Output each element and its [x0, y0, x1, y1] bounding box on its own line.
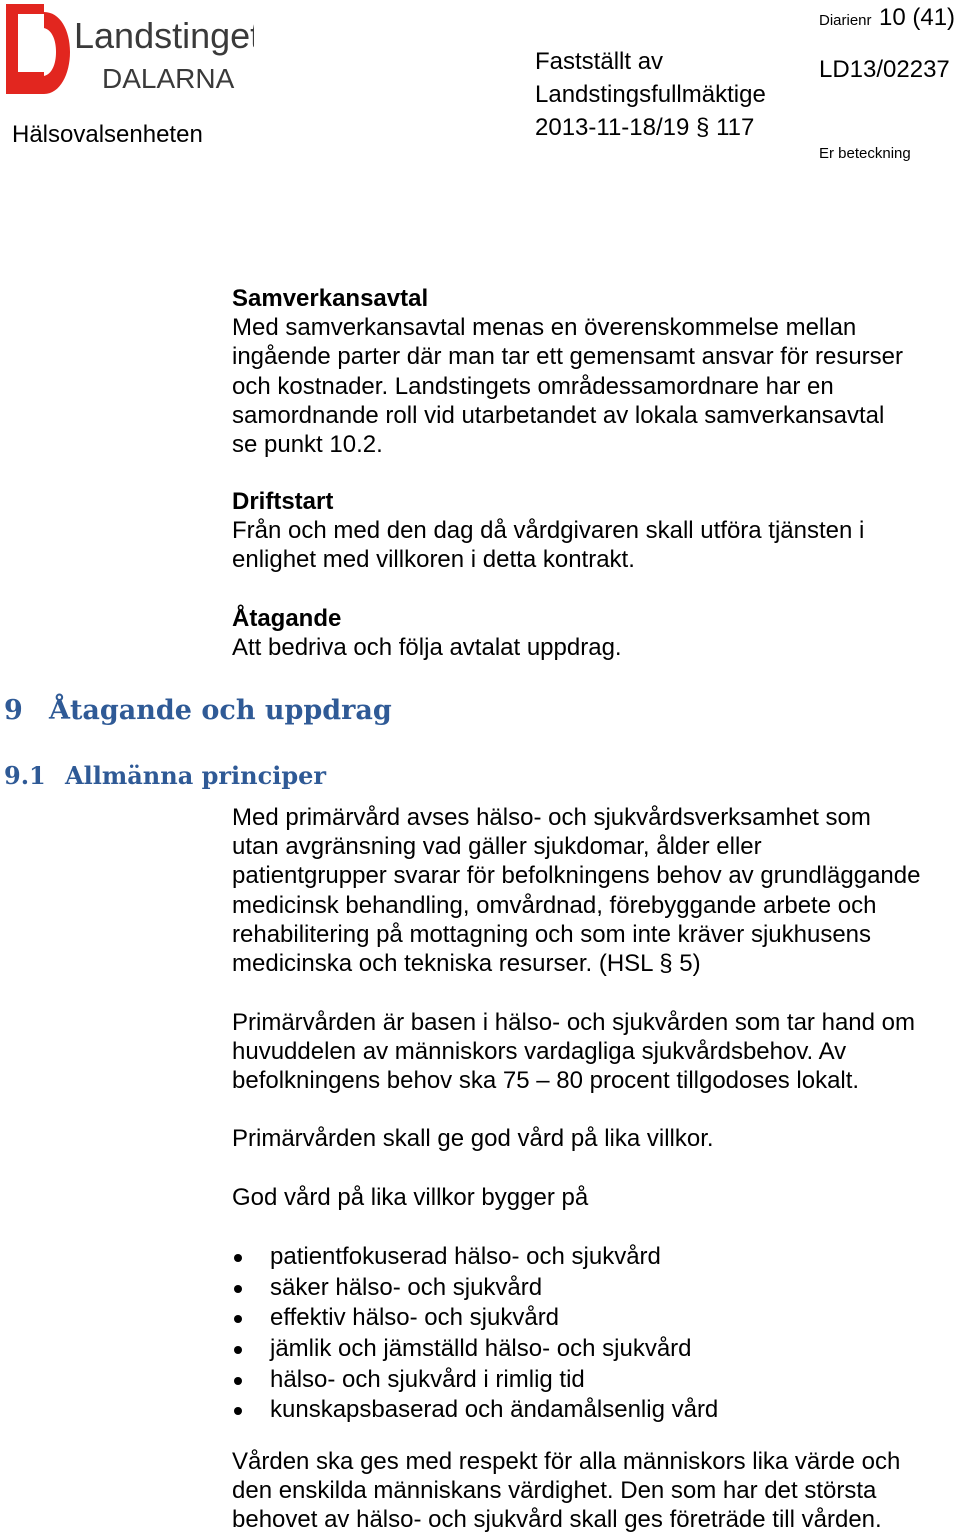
paragraph-line: Med primärvård avses hälso- och sjukvårdsverksamhet som [232, 804, 871, 831]
diarienr-label: Diarienr [819, 12, 872, 29]
paragraph-line: medicinska och tekniska resurser. (HSL § 5) [232, 950, 701, 978]
paragraph-line: Primärvården är basen i hälso- och sjukvården som tar hand om [232, 1009, 915, 1036]
established-date-row [535, 111, 766, 144]
established-date: 2013-11-18/19 [535, 114, 690, 141]
paragraph-line: Primärvården skall ge god vård på lika villkor. [232, 1125, 714, 1152]
definition-samverkansavtal [232, 284, 903, 459]
landstinget-logo-icon [4, 2, 254, 96]
paragraph-line: medicinsk behandling, omvårdnad, förebyggande arbete och [232, 891, 877, 919]
definition-line: Att bedriva och följa avtalat uppdrag. [232, 634, 622, 662]
section-title: Åtagande och uppdrag [49, 695, 392, 726]
section-number: 9 [4, 695, 23, 726]
list-item: säker hälso- och sjukvård [232, 1273, 718, 1304]
paragraph-lika-villkor [232, 1124, 714, 1153]
definition-term: Åtagande [232, 605, 342, 632]
established-by: Landstingsfullmäktige [535, 81, 766, 108]
definition-line: se punkt 10.2. [232, 431, 383, 459]
definition-driftstart [232, 487, 864, 575]
paragraph-number: 117 [716, 114, 755, 141]
definition-line: Från och med den dag då vårdgivaren skall utföra tjänsten i [232, 517, 865, 545]
paragraph-primarvard-definition [232, 803, 920, 978]
page-number: 10 (41) [879, 4, 956, 31]
logo-text-landstinget: Landstinget [74, 15, 254, 56]
paragraph-line: huvuddelen av människors vardagliga sjukvårdsbehov. Av [232, 1038, 847, 1066]
paragraph-primarvard-bas [232, 1008, 915, 1096]
document-reference: LD13/02237 [819, 56, 950, 83]
list-item: kunskapsbaserad och ändamålsenlig vård [232, 1395, 718, 1426]
definition-line: ingående parter där man tar ett gemensamt ansvar för resurser [232, 343, 903, 371]
paragraph-line: rehabilitering på mottagning och som inte kräver sjukhusens [232, 920, 872, 948]
paragraph-line: Vården ska ges med respekt för alla människors lika värde och [232, 1448, 901, 1475]
definition-atagande [232, 604, 622, 662]
established-block [535, 45, 766, 144]
definition-term: Driftstart [232, 488, 334, 515]
list-item: effektiv hälso- och sjukvård [232, 1303, 718, 1334]
logo-text-dalarna: DALARNA [102, 63, 235, 94]
section-heading-9-1 [4, 761, 326, 790]
er-beteckning-label: Er beteckning [819, 145, 911, 162]
definition-line: och kostnader. Landstingets områdessamordnare har en [232, 372, 834, 400]
section-heading-9 [4, 695, 392, 726]
paragraph-respekt [232, 1447, 900, 1535]
definition-line: enlighet med villkoren i detta kontrakt. [232, 546, 635, 574]
established-label: Fastställt av [535, 48, 664, 75]
paragraph-line: den enskilda människans värdighet. Den som har det största [232, 1477, 877, 1505]
list-item: jämlik och jämställd hälso- och sjukvård [232, 1334, 718, 1365]
paragraph-line: God vård på lika villkor bygger på [232, 1184, 589, 1211]
paragraph-line: befolkningens behov ska 75 – 80 procent tillgodoses lokalt. [232, 1067, 860, 1095]
paragraph-god-vard-intro [232, 1183, 588, 1212]
principles-list [232, 1242, 718, 1426]
list-item: patientfokuserad hälso- och sjukvård [232, 1242, 718, 1273]
paragraph-line: patientgrupper svarar för befolkningens behov av grundläggande [232, 862, 921, 890]
definition-term: Samverkansavtal [232, 285, 429, 312]
paragraph-sign: § [696, 114, 710, 141]
landstinget-logo [4, 2, 254, 96]
section-number: 9.1 [4, 761, 46, 790]
paragraph-line: utan avgränsning vad gäller sjukdomar, ålder eller [232, 833, 762, 861]
definition-line: Med samverkansavtal menas en överenskommelse mellan [232, 314, 857, 342]
unit-name: Hälsovalsenheten [12, 121, 203, 148]
section-title: Allmänna principer [65, 761, 327, 790]
paragraph-line: behovet av hälso- och sjukvård skall ges företräde till vården. [232, 1506, 882, 1534]
list-item: hälso- och sjukvård i rimlig tid [232, 1365, 718, 1396]
definition-line: samordnande roll vid utarbetandet av lokala samverkansavtal [232, 401, 885, 429]
